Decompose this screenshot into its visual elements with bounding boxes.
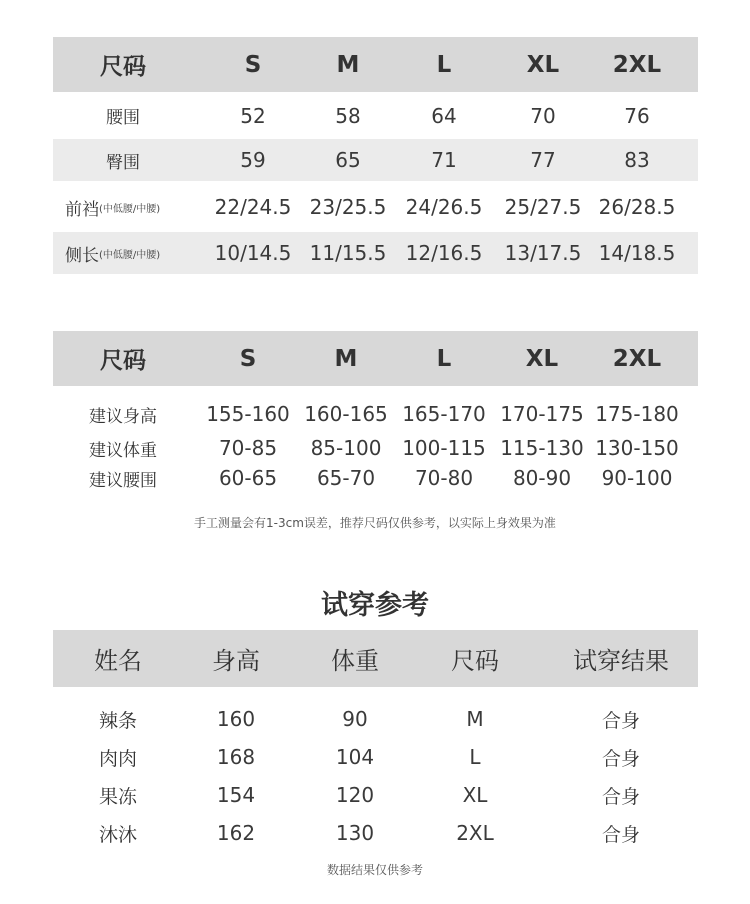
header-s: S <box>244 51 262 78</box>
table-cell: 100-115 <box>402 436 486 460</box>
table-cell: 合身 <box>601 823 640 846</box>
table-row <box>53 463 698 493</box>
table-cell: 154 <box>216 783 256 807</box>
table-row <box>53 139 698 181</box>
table-cell: 25/27.5 <box>504 195 582 219</box>
table-row <box>53 780 698 810</box>
table-cell: 65 <box>335 148 361 172</box>
table-cell: 辣条 <box>98 709 137 732</box>
table-cell: 果冻 <box>98 785 137 808</box>
table-cell: 23/25.5 <box>309 195 387 219</box>
table-cell: 71 <box>431 148 457 172</box>
row-label: 建议体重 <box>89 440 157 461</box>
table-row <box>53 704 698 734</box>
table-row <box>53 92 698 139</box>
table-cell: 52 <box>240 103 266 128</box>
size-chart-header <box>53 37 698 92</box>
table-cell: 70-80 <box>414 466 474 490</box>
header-2xl: 2XL <box>612 51 662 78</box>
table-cell: 83 <box>624 148 650 172</box>
table-cell: 165-170 <box>402 402 486 426</box>
table-cell: L <box>469 745 481 769</box>
table-cell: 130 <box>335 821 375 845</box>
table-cell: 175-180 <box>595 402 679 426</box>
table-cell: 肉肉 <box>98 747 137 770</box>
table-cell: 合身 <box>601 785 640 808</box>
header-m: M <box>334 345 358 372</box>
table-cell: 70-85 <box>218 436 278 460</box>
table-row <box>53 433 698 463</box>
table-cell: 155-160 <box>206 402 290 426</box>
row-label-main: 侧长 <box>65 245 99 266</box>
table-cell: 合身 <box>601 747 640 770</box>
table-cell: 65-70 <box>316 466 376 490</box>
table-cell: 64 <box>431 103 457 128</box>
row-label: 腰围 <box>106 108 140 128</box>
header-height: 身高 <box>212 647 260 675</box>
header-l: L <box>436 51 452 78</box>
row-label <box>65 232 215 274</box>
table-cell: 162 <box>216 821 256 845</box>
header-l: L <box>436 345 452 372</box>
table-cell: 26/28.5 <box>598 195 676 219</box>
row-label-main: 前裆 <box>65 199 99 220</box>
recommend-chart-header <box>53 331 698 386</box>
table-cell: 合身 <box>601 709 640 732</box>
table-cell: 77 <box>530 148 556 172</box>
header-s: S <box>239 345 257 372</box>
table-cell: 85-100 <box>310 436 382 460</box>
table-cell: 160-165 <box>304 402 388 426</box>
header-result: 试穿结果 <box>573 647 669 675</box>
table-cell: 11/15.5 <box>309 241 387 265</box>
tryon-note: 数据结果仅供参考 <box>326 863 423 877</box>
row-label <box>65 185 215 229</box>
header-xl: XL <box>525 345 559 372</box>
table-cell: 沐沐 <box>98 823 137 846</box>
header-size-label: 尺码 <box>100 348 146 374</box>
table-cell: 130-150 <box>595 436 679 460</box>
row-label-sub: (中低腰/中腰) <box>99 203 161 215</box>
table-row <box>53 818 698 848</box>
table-cell: 120 <box>335 783 375 807</box>
header-2xl: 2XL <box>612 345 662 372</box>
header-xl: XL <box>526 51 560 78</box>
tryon-title: 试穿参考 <box>321 590 429 621</box>
tryon-table-header <box>53 630 698 687</box>
table-cell: 160 <box>216 707 256 731</box>
header-weight: 体重 <box>331 647 379 675</box>
table-cell: 2XL <box>456 821 494 845</box>
size-chart <box>53 37 698 274</box>
table-cell: 10/14.5 <box>214 241 292 265</box>
row-label: 建议身高 <box>89 406 157 427</box>
header-size-label: 尺码 <box>100 54 146 80</box>
table-cell: 90-100 <box>601 466 673 490</box>
table-cell: 170-175 <box>500 402 584 426</box>
header-size: 尺码 <box>451 647 499 675</box>
table-cell: 22/24.5 <box>214 195 292 219</box>
table-cell: 58 <box>335 103 361 128</box>
table-cell: M <box>466 707 484 731</box>
table-cell: 12/16.5 <box>405 241 483 265</box>
table-row <box>53 232 698 274</box>
table-cell: 13/17.5 <box>504 241 582 265</box>
table-cell: 115-130 <box>500 436 584 460</box>
table-row <box>53 742 698 772</box>
table-cell: 59 <box>240 148 266 172</box>
table-cell: 14/18.5 <box>598 241 676 265</box>
row-label-sub: (中低腰/中腰) <box>99 249 161 261</box>
table-cell: 104 <box>335 745 375 769</box>
table-cell: 70 <box>530 103 556 128</box>
header-name: 姓名 <box>94 647 142 675</box>
table-row <box>53 399 698 429</box>
table-cell: 76 <box>624 103 650 128</box>
recommend-chart <box>53 331 698 501</box>
row-label: 建议腰围 <box>89 470 157 491</box>
tryon-table <box>53 630 698 855</box>
table-cell: 80-90 <box>512 466 572 490</box>
table-cell: XL <box>462 783 488 807</box>
table-cell: 60-65 <box>218 466 278 490</box>
table-cell: 168 <box>216 745 256 769</box>
table-cell: 90 <box>342 707 368 731</box>
table-row <box>53 185 698 229</box>
table-cell: 24/26.5 <box>405 195 483 219</box>
measurement-note: 手工测量会有1-3cm误差，推荐尺码仅供参考，以实际上身效果为准 <box>194 516 556 530</box>
header-m: M <box>336 51 360 78</box>
row-label: 臀围 <box>106 152 140 173</box>
